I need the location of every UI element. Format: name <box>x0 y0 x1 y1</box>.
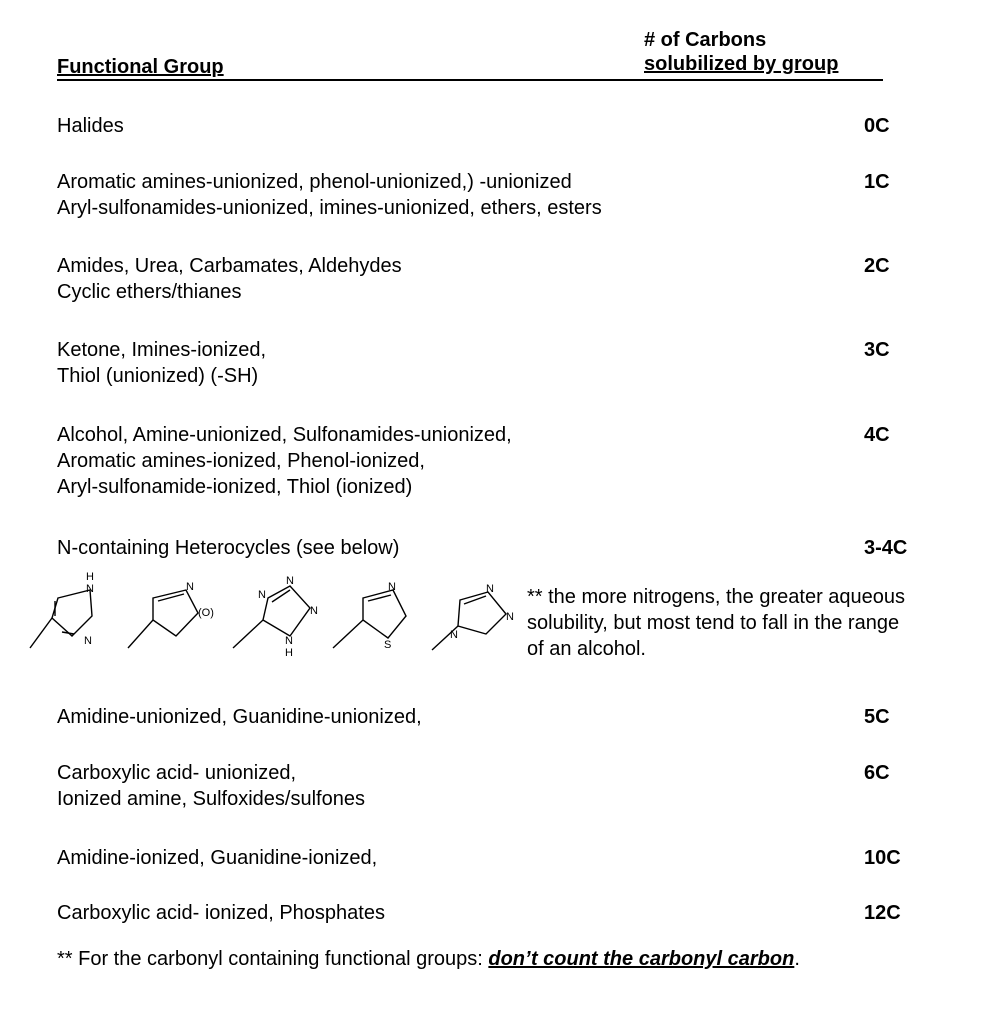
functional-group-header: Functional Group <box>57 56 224 78</box>
row-value: 4C <box>864 424 890 446</box>
row-text: Amides, Urea, Carbamates, Aldehydes <box>57 255 402 277</box>
tetrazole-structure <box>233 575 318 659</box>
note-line: of an alcohol. <box>527 638 646 660</box>
row-text: Alcohol, Amine-unionized, Sulfonamides-unionized, <box>57 424 512 446</box>
row-text: Aromatic amines-unionized, phenol-unionized,) -unionized <box>57 171 572 193</box>
heterocycle-note <box>527 584 992 662</box>
carbons-header <box>644 28 838 76</box>
imidazole-structure <box>30 571 94 648</box>
row-carboxylic-ionized <box>57 900 385 926</box>
row-value: 6C <box>864 762 890 784</box>
row-carboxylic-unionized <box>57 760 365 812</box>
row-text: Aryl-sulfonamide-ionized, Thiol (ionized) <box>57 476 413 498</box>
atom-label: H <box>285 647 293 659</box>
row-value: 2C <box>864 255 890 277</box>
atom-label: N <box>388 581 396 593</box>
row-text: Carboxylic acid- ionized, Phosphates <box>57 902 385 924</box>
row-text: N-containing Heterocycles (see below) <box>57 537 400 559</box>
note-line: ** the more nitrogens, the greater aqueous <box>527 586 906 608</box>
atom-label: N <box>258 589 266 601</box>
heterocycle-structures <box>28 568 528 668</box>
row-alcohol <box>57 422 512 500</box>
atom-label: (O) <box>198 607 214 619</box>
row-value: 10C <box>864 847 901 869</box>
row-aromatic-amines-unionized <box>57 169 602 221</box>
atom-label: N <box>285 635 293 647</box>
footnote-emphasis: don’t count the carbonyl carbon <box>488 948 795 970</box>
footnote-prefix: ** For the carbonyl containing functional groups: <box>57 948 489 970</box>
row-text: Amidine-unionized, Guanidine-unionized, <box>57 706 422 728</box>
row-text: Halides <box>57 115 124 137</box>
atom-label: S <box>384 639 392 651</box>
isoxazole-structure <box>128 581 214 648</box>
row-amidine-unionized <box>57 704 422 730</box>
triazole-structure <box>432 583 514 650</box>
atom-label: N <box>450 629 458 641</box>
atom-label: N <box>310 605 318 617</box>
row-value: 12C <box>864 902 901 924</box>
row-text: Thiol (unionized) (-SH) <box>57 365 259 387</box>
row-ketone <box>57 337 266 389</box>
carbons-header-line1: # of Carbons <box>644 29 767 51</box>
row-text: Aromatic amines-ionized, Phenol-ionized, <box>57 450 425 472</box>
row-text: Amidine-ionized, Guanidine-ionized, <box>57 847 378 869</box>
row-text: Ketone, Imines-ionized, <box>57 339 267 361</box>
carbonyl-footnote <box>57 946 800 972</box>
atom-label: N <box>286 575 294 587</box>
carbons-header-line2: solubilized by group <box>644 53 839 75</box>
header-rule <box>57 79 883 81</box>
row-value: 0C <box>864 115 890 137</box>
row-text: Cyclic ethers/thianes <box>57 281 242 303</box>
row-halides <box>57 113 124 139</box>
row-value: 5C <box>864 706 890 728</box>
row-text: Carboxylic acid- unionized, <box>57 762 297 784</box>
row-text: Ionized amine, Sulfoxides/sulfones <box>57 788 365 810</box>
atom-label: N <box>506 611 514 623</box>
atom-label: N <box>486 583 494 595</box>
row-value: 1C <box>864 171 890 193</box>
note-line: solubility, but most tend to fall in the range <box>527 612 900 634</box>
footnote-suffix: . <box>794 948 800 970</box>
row-value: 3C <box>864 339 890 361</box>
row-value: 3-4C <box>864 537 908 559</box>
thiazole-structure <box>333 581 406 651</box>
row-amides <box>57 253 402 305</box>
atom-label: N <box>84 635 92 647</box>
atom-label: N <box>86 583 94 595</box>
row-amidine-ionized <box>57 845 377 871</box>
atom-label: N <box>186 581 194 593</box>
atom-label: H <box>86 571 94 583</box>
row-text: Aryl-sulfonamides-unionized, imines-unionized, ethers, esters <box>57 197 602 219</box>
row-n-heterocycles <box>57 535 399 561</box>
